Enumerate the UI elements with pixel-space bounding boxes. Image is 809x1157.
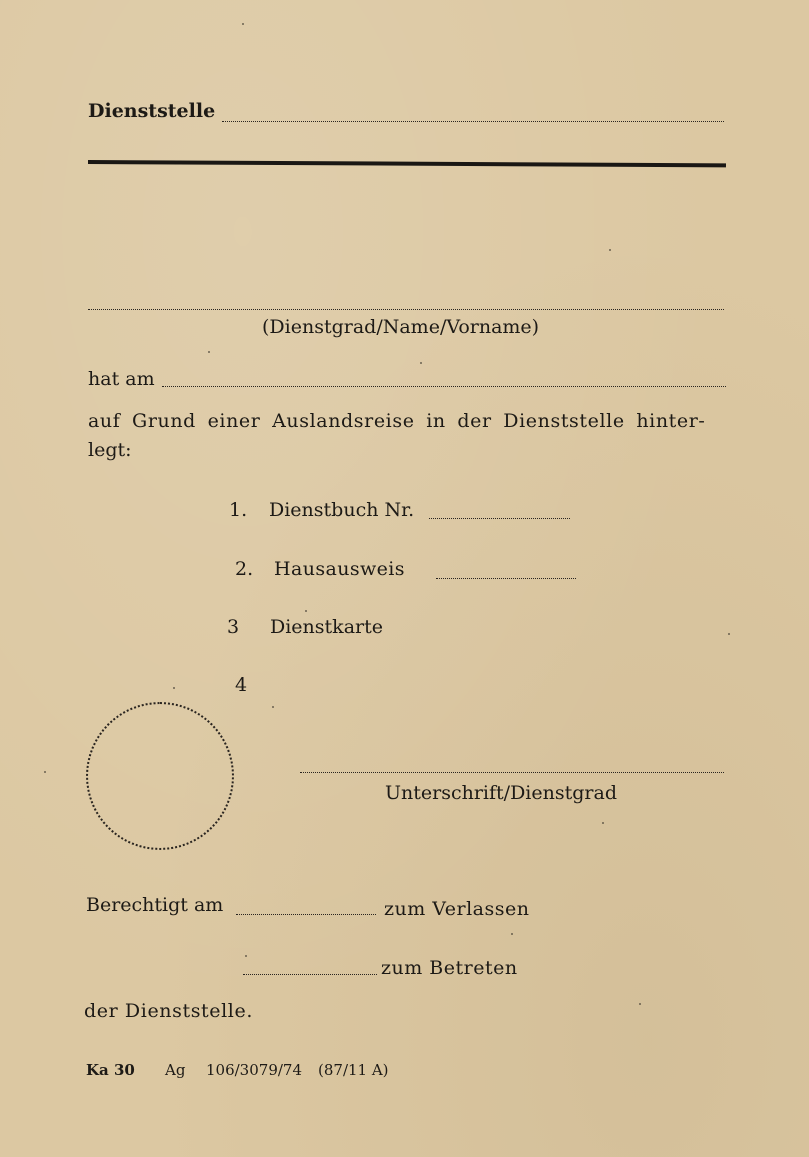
- item-label-2: Hausausweis: [274, 558, 405, 580]
- authorized-label: Berechtigt am: [86, 894, 224, 916]
- footer-ag-number: 106/3079/74: [206, 1061, 302, 1079]
- item-2-field-line[interactable]: [436, 578, 576, 579]
- leave-label: zum Verlassen: [384, 898, 530, 920]
- rank-name-caption: (Dienstgrad/Name/Vorname): [262, 316, 540, 338]
- item-number-4: 4: [235, 674, 248, 696]
- paper-speck: [44, 771, 46, 773]
- paper-speck: [639, 1003, 641, 1005]
- signature-field-line[interactable]: [300, 772, 724, 773]
- closing-text: der Dienststelle.: [84, 1000, 253, 1022]
- date-field-line[interactable]: [162, 386, 726, 387]
- paper-speck: [245, 955, 247, 957]
- item-number-3: 3: [227, 616, 240, 638]
- rank-name-field-line[interactable]: [88, 309, 724, 310]
- date-label: hat am: [88, 368, 155, 390]
- footer-ag: Ag: [165, 1061, 186, 1079]
- reason-text-line2: legt:: [88, 439, 132, 461]
- paper-speck: [511, 933, 513, 935]
- paper-speck: [420, 362, 422, 364]
- footer-form-code: Ka 30: [86, 1061, 135, 1079]
- footer-edition: (87/11 A): [318, 1061, 389, 1079]
- paper-speck: [173, 687, 175, 689]
- paper-speck: [728, 633, 730, 635]
- leave-date-field-line[interactable]: [236, 914, 376, 915]
- item-1-field-line[interactable]: [429, 518, 570, 519]
- paper-speck: [609, 249, 611, 251]
- office-label: Dienststelle: [88, 100, 216, 122]
- paper-speck: [602, 822, 604, 824]
- enter-label: zum Betreten: [381, 957, 518, 979]
- enter-date-field-line[interactable]: [243, 974, 377, 975]
- signature-caption: Unterschrift/Dienstgrad: [385, 782, 617, 804]
- paper-speck: [242, 23, 244, 25]
- reason-text-line1: auf Grund einer Auslandsreise in der Dienststelle hinter-: [88, 410, 706, 432]
- office-field-line[interactable]: [222, 121, 724, 122]
- item-label-3: Dienstkarte: [270, 616, 383, 638]
- item-number-1: 1.: [229, 499, 248, 521]
- stamp-circle: [86, 702, 234, 850]
- paper-speck: [272, 706, 274, 708]
- header-rule: [88, 160, 726, 167]
- item-label-1: Dienstbuch Nr.: [269, 499, 415, 521]
- paper-speck: [208, 351, 210, 353]
- paper-speck: [305, 610, 307, 612]
- item-number-2: 2.: [235, 558, 254, 580]
